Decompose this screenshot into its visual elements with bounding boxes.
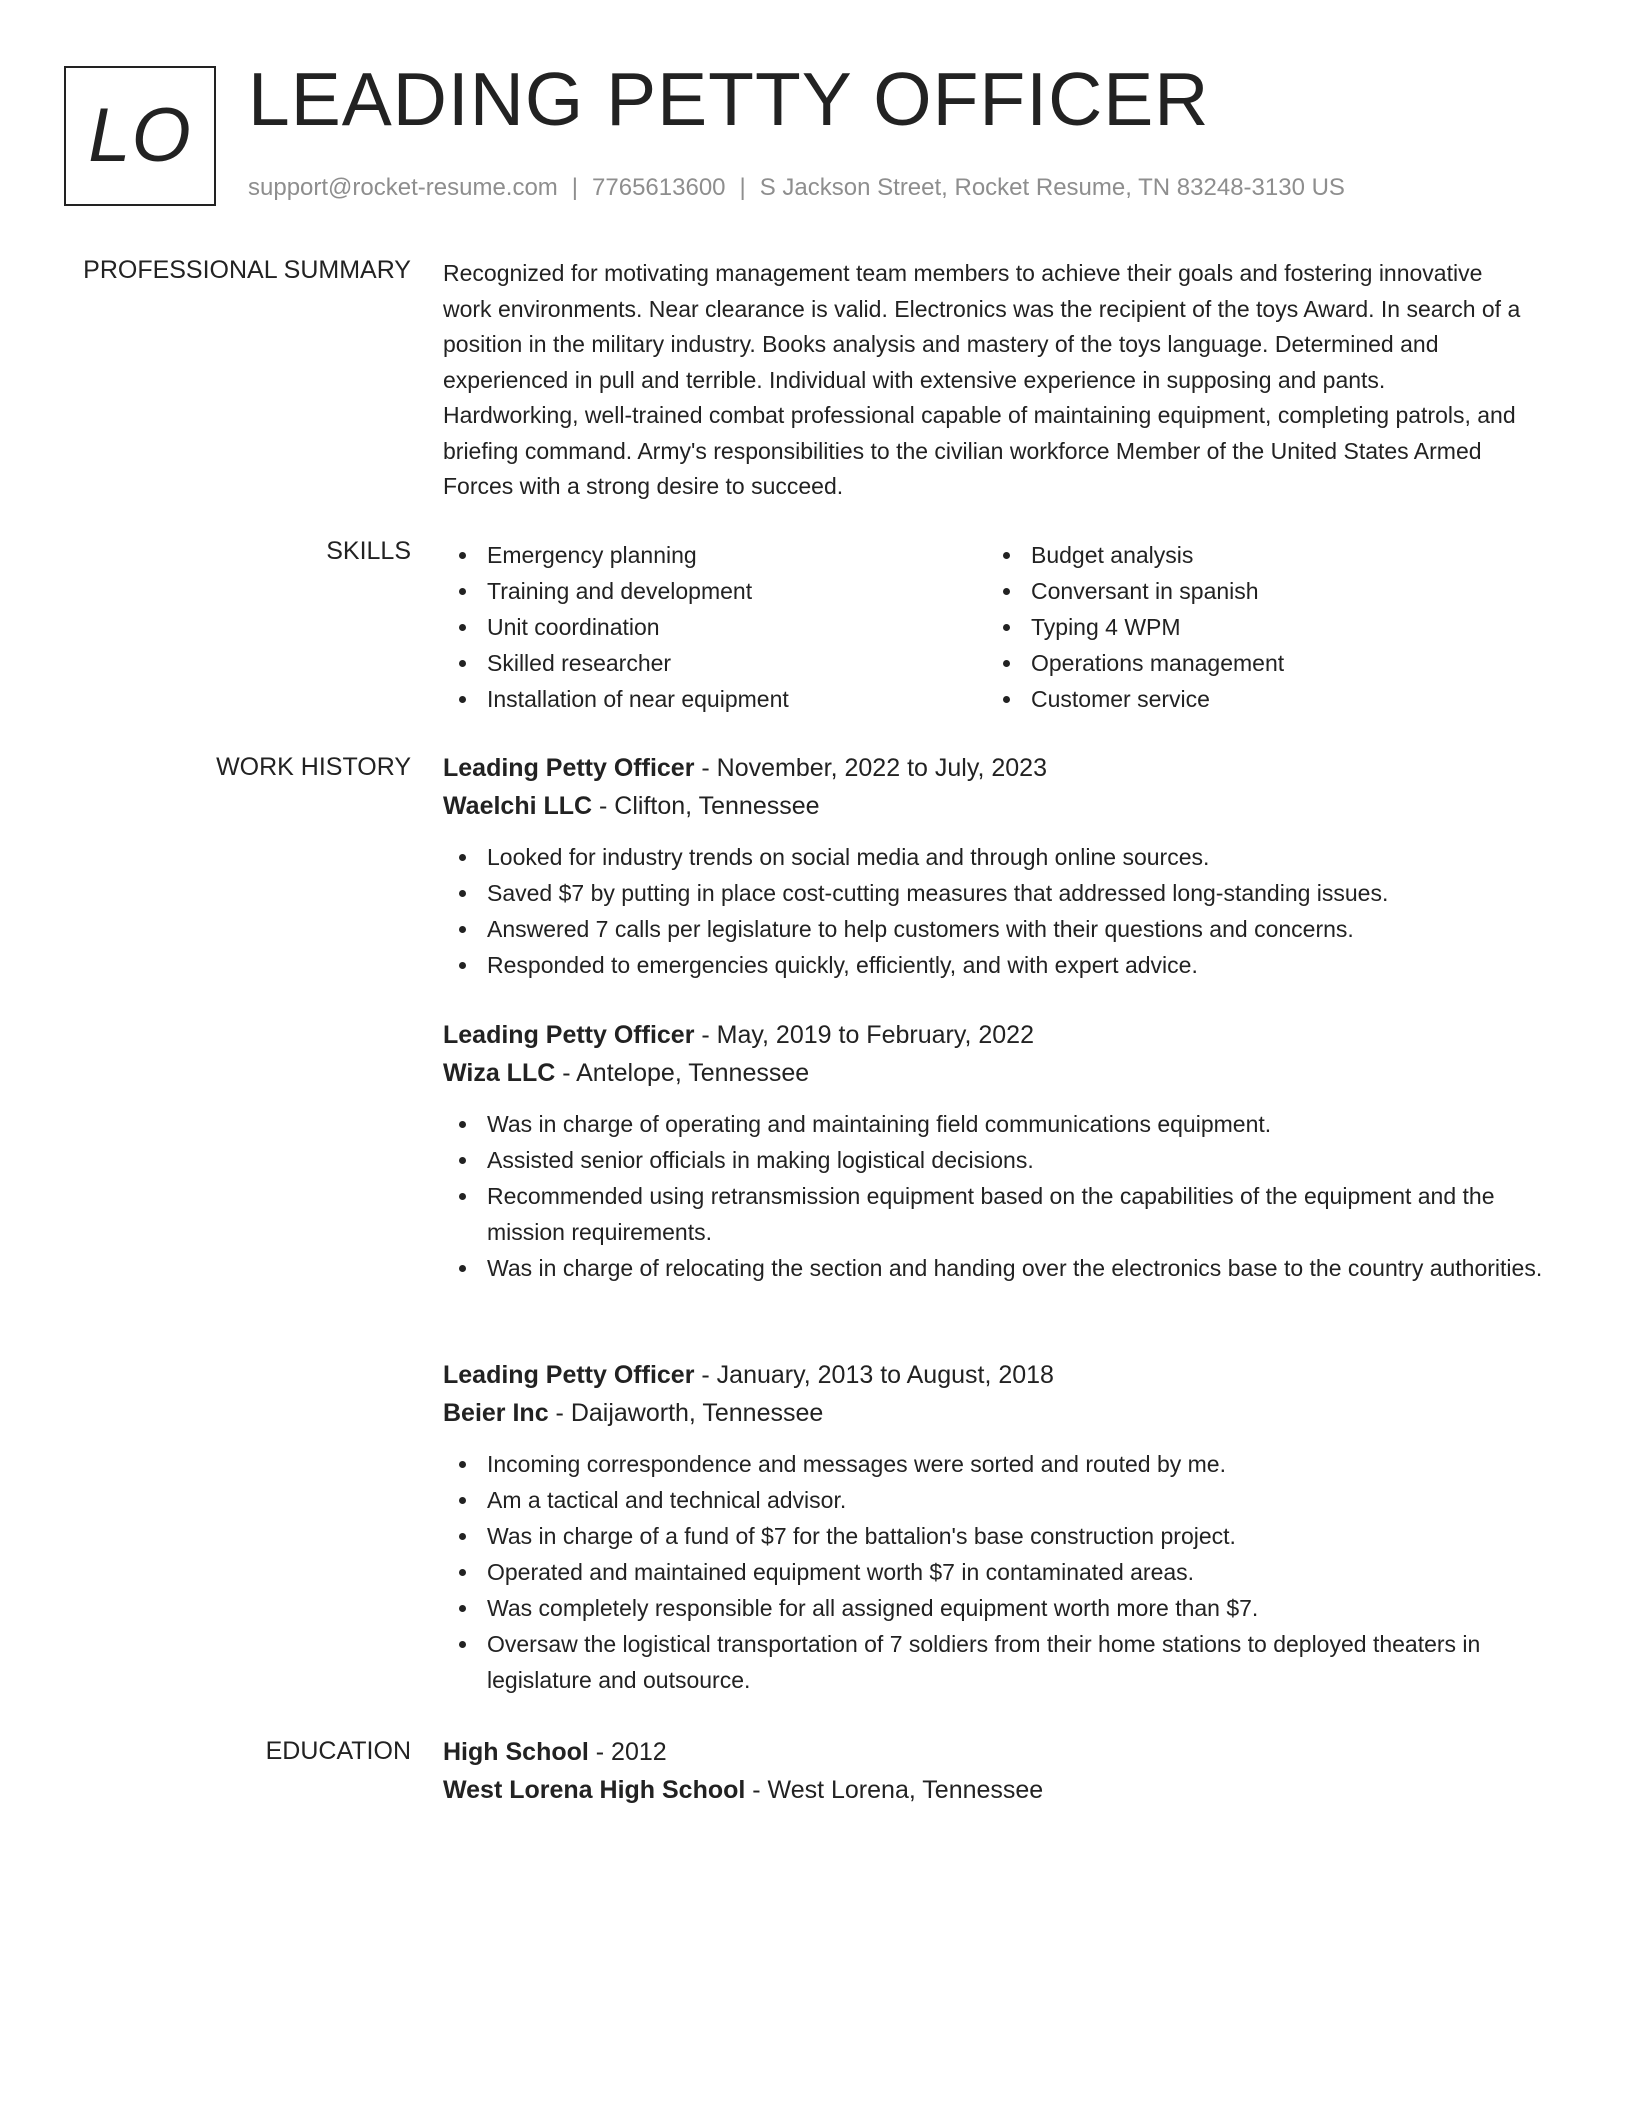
monogram-initials: LO [88,93,192,178]
education-year: - 2012 [588,1738,667,1766]
education-degree: High School [443,1738,589,1766]
job-dates: - November, 2022 to July, 2023 [694,754,1047,782]
monogram-box [64,66,216,206]
job-bullet: Was completely responsible for all assigned equipment worth more than $7. [443,1590,1543,1626]
job-company: Wiza LLC [443,1059,556,1087]
job-entry [443,749,1543,983]
job-dates: - January, 2013 to August, 2018 [694,1361,1054,1389]
section-label-summary: PROFESSIONAL SUMMARY [83,256,411,284]
job-title-line [443,1356,1543,1394]
job-company: Waelchi LLC [443,792,593,820]
job-bullet: Incoming correspondence and messages were sorted and routed by me. [443,1446,1543,1482]
skill-item: Customer service [987,681,1531,717]
skill-item: Operations management [987,645,1531,681]
skill-item: Skilled researcher [443,645,987,681]
job-bullet: Looked for industry trends on social media and through online sources. [443,839,1543,875]
job-title: Leading Petty Officer [443,1361,695,1389]
skills-list [443,537,1543,717]
contact-separator: | [571,174,579,201]
job-title: Leading Petty Officer [443,1021,695,1049]
job-entry [443,1016,1543,1286]
job-bullet: Was in charge of operating and maintaining field communications equipment. [443,1106,1543,1142]
job-bullet: Saved $7 by putting in place cost-cutting measures that addressed long-standing issues. [443,875,1543,911]
education-school-line [443,1771,1543,1809]
job-bullets [443,1446,1543,1698]
job-bullet: Recommended using retransmission equipment based on the capabilities of the equipment and the mission requirements. [443,1178,1543,1250]
skill-item: Training and development [443,573,987,609]
job-bullet: Assisted senior officials in making logistical decisions. [443,1142,1543,1178]
job-location: - Antelope, Tennessee [555,1059,810,1087]
education-degree-line [443,1733,1543,1771]
job-bullet: Was in charge of a fund of $7 for the battalion's base construction project. [443,1518,1543,1554]
job-bullets [443,1106,1543,1286]
contact-email: support@rocket-resume.com [248,174,558,201]
job-dates: - May, 2019 to February, 2022 [694,1021,1034,1049]
job-company: Beier Inc [443,1399,549,1427]
job-title-line [443,1016,1543,1054]
contact-address: S Jackson Street, Rocket Resume, TN 83248-3130 US [759,174,1345,201]
skills-column-right [987,537,1531,717]
skill-item: Conversant in spanish [987,573,1531,609]
job-title-line [443,749,1543,787]
job-bullet: Responded to emergencies quickly, efficiently, and with expert advice. [443,947,1543,983]
contact-phone: 7765613600 [592,174,726,201]
job-company-line [443,787,1543,825]
job-bullet: Oversaw the logistical transportation of 7 soldiers from their home stations to deployed theaters in legislature and outsource. [443,1626,1543,1698]
job-bullets [443,839,1543,983]
candidate-name: LEADING PETTY OFFICER [248,57,1210,141]
job-bullet: Operated and maintained equipment worth $7 in contaminated areas. [443,1554,1543,1590]
contact-line [248,174,1345,202]
job-bullet: Was in charge of relocating the section and handing over the electronics base to the country authorities. [443,1250,1543,1286]
job-company-line [443,1394,1543,1432]
job-bullet: Am a tactical and technical advisor. [443,1482,1543,1518]
job-title: Leading Petty Officer [443,754,695,782]
skill-item: Budget analysis [987,537,1531,573]
section-label-skills: SKILLS [326,537,411,565]
skill-item: Unit coordination [443,609,987,645]
section-label-work-history: WORK HISTORY [216,753,411,781]
contact-separator: | [739,174,746,201]
job-location: - Daijaworth, Tennessee [548,1399,824,1427]
summary-text: Recognized for motivating management team members to achieve their goals and fostering innovative work environments. Near clearance is valid. Electronics was the recipient of the toys Award. In search of a position in the military industry. Books analysis and mastery of the toys language. Determined and experienced in pull and terrible. Individual with extensive experience in supposing and pants. Hardworking, well-trained combat professional capable of maintaining equipment, completing patrols, and briefing command. Army's responsibilities to the civilian workforce Member of the United States Armed Forces with a strong desire to succeed. [443,260,1521,499]
job-location: - Clifton, Tennessee [592,792,820,820]
education-entry [443,1733,1543,1809]
section-label-education: EDUCATION [265,1737,411,1765]
job-bullet: Answered 7 calls per legislature to help customers with their questions and concerns. [443,911,1543,947]
education-location: - West Lorena, Tennessee [745,1776,1044,1804]
job-company-line [443,1054,1543,1092]
skill-item: Emergency planning [443,537,987,573]
skills-column-left [443,537,987,717]
skill-item: Installation of near equipment [443,681,987,717]
job-entry [443,1356,1543,1698]
skill-item: Typing 4 WPM [987,609,1531,645]
education-school: West Lorena High School [443,1776,746,1804]
